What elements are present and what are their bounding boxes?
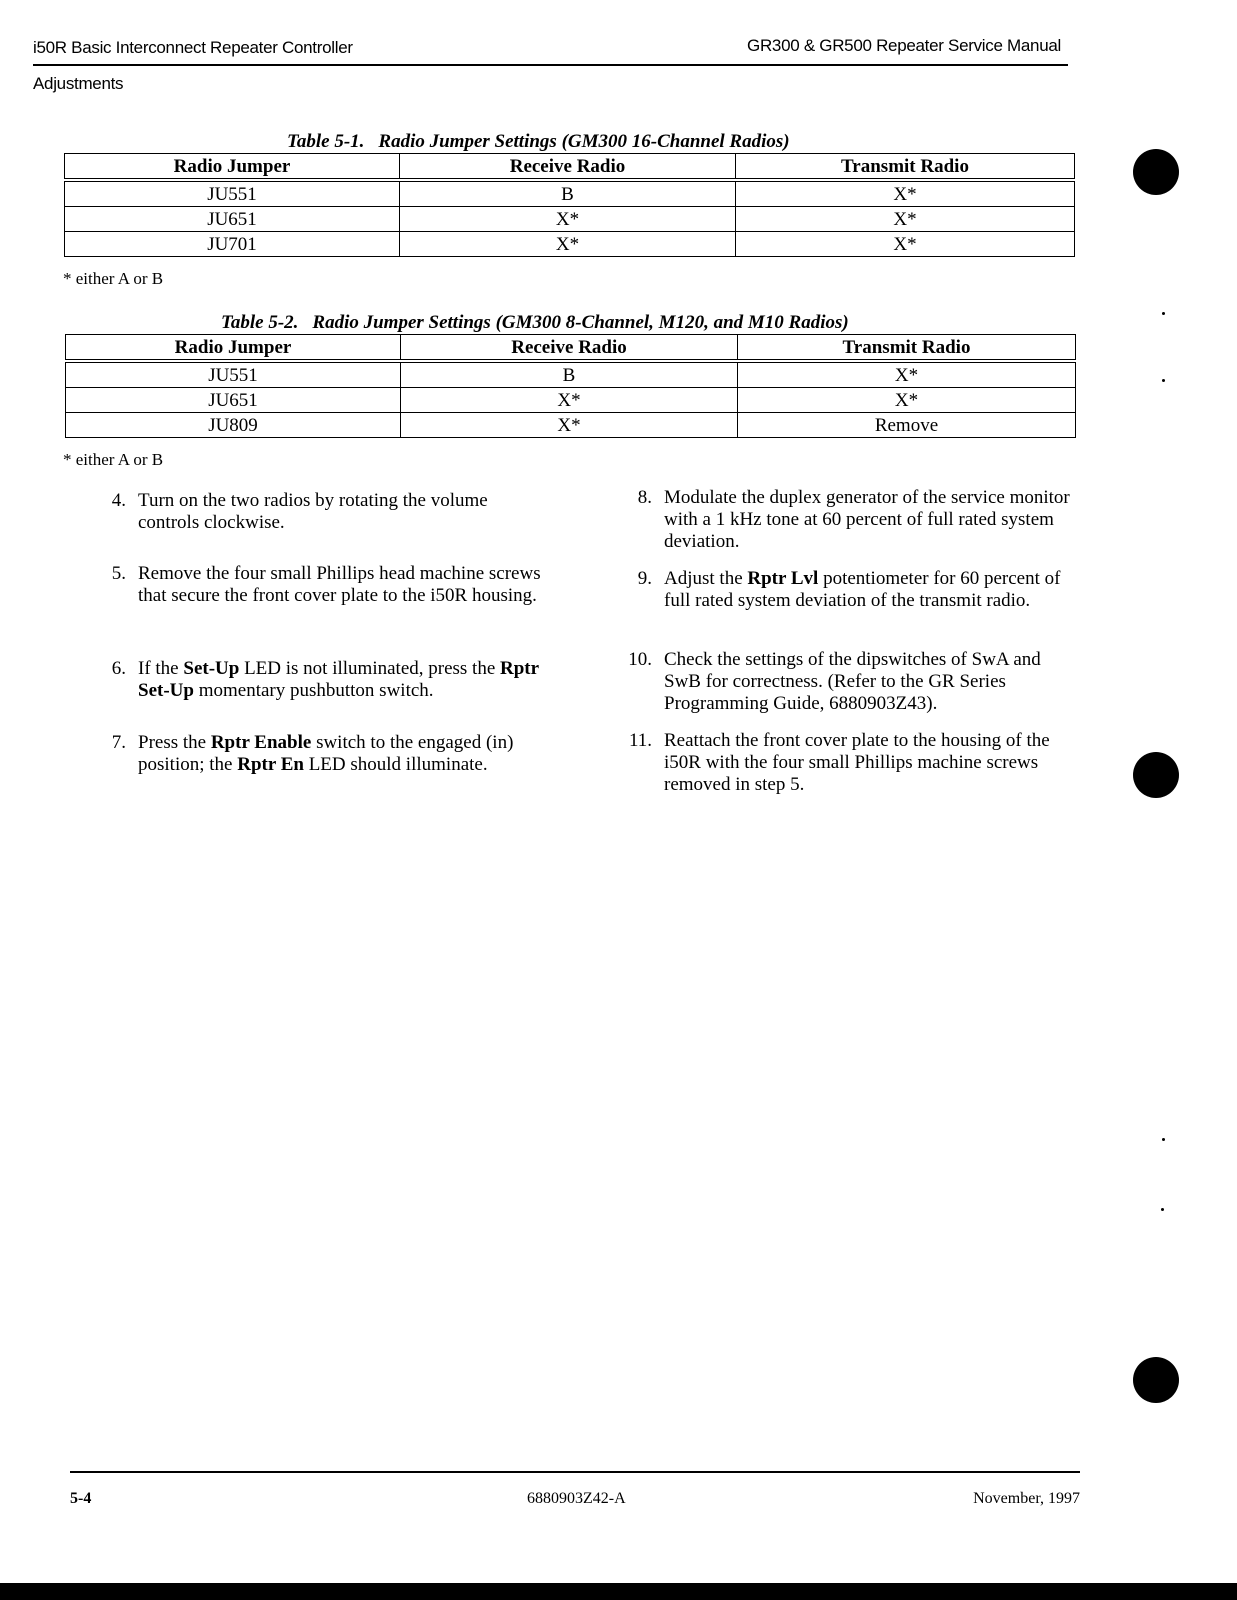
- step-number: 6.: [111, 658, 126, 679]
- table1-header-row: [65, 154, 1075, 181]
- table2: [65, 334, 1076, 438]
- page-number: 5-4: [70, 1490, 92, 1507]
- table2-footnote: * either A or B: [63, 450, 164, 469]
- table-row: [65, 207, 1075, 232]
- footer-rule: [70, 1471, 1080, 1473]
- scan-speck: [1162, 312, 1165, 315]
- table-row: [66, 361, 1076, 388]
- table-cell: B: [401, 361, 738, 388]
- header-rule: [33, 64, 1068, 66]
- scan-speck: [1162, 1138, 1165, 1141]
- scan-bottom-edge: [0, 1583, 1237, 1600]
- table1-footnote: * either A or B: [63, 269, 164, 288]
- step-text: If the Set-Up LED is not illuminated, press the Rptr Set-Up momentary pushbutton switch.: [138, 658, 539, 701]
- table-cell: X*: [736, 207, 1075, 232]
- scan-speck: [1162, 379, 1165, 382]
- table2-col-transmit-radio: Transmit Radio: [738, 335, 1076, 362]
- table2-header-row: [66, 335, 1076, 362]
- step-text: Press the Rptr Enable switch to the engaged (in) position; the Rptr En LED should illuminate.: [138, 732, 514, 775]
- rptr-en-label: Rptr En: [237, 754, 304, 775]
- table-cell: JU551: [66, 361, 401, 388]
- step-number: 8.: [637, 487, 652, 508]
- step-number: 7.: [111, 732, 126, 753]
- table-cell: JU551: [65, 180, 400, 207]
- step-number: 11.: [628, 730, 652, 751]
- table1-caption: [287, 131, 790, 153]
- table-cell: B: [400, 180, 736, 207]
- table-cell: X*: [400, 207, 736, 232]
- table1-col-radio-jumper: Radio Jumper: [65, 154, 400, 181]
- table-cell: X*: [738, 361, 1076, 388]
- rptr-lvl-label: Rptr Lvl: [747, 568, 819, 589]
- binder-hole-bottom: [1133, 1357, 1179, 1403]
- table-cell: JU651: [65, 207, 400, 232]
- table-cell: X*: [738, 388, 1076, 413]
- table1-col-transmit-radio: Transmit Radio: [736, 154, 1075, 181]
- table-row: [66, 388, 1076, 413]
- running-header-manual: GR300 & GR500 Repeater Service Manual: [747, 36, 1061, 55]
- table-cell: JU651: [66, 388, 401, 413]
- table-cell: JU701: [65, 232, 400, 257]
- table2-caption: [221, 312, 849, 334]
- table1-number: Table 5-1.: [287, 131, 365, 152]
- step-text: Adjust the Rptr Lvl potentiometer for 60 percent of full rated system deviation of the transmit radio.: [664, 568, 1061, 611]
- publication-date: November, 1997: [973, 1490, 1080, 1507]
- binder-hole-middle: [1133, 752, 1179, 798]
- binder-hole-top: [1133, 149, 1179, 195]
- table-cell: X*: [400, 232, 736, 257]
- table-cell: JU809: [66, 413, 401, 438]
- table-row: [66, 413, 1076, 438]
- step-text: Remove the four small Phillips head machine screws that secure the front cover plate to the i50R housing.: [138, 563, 541, 606]
- table1: [64, 153, 1075, 257]
- table-row: [65, 232, 1075, 257]
- section-name: Adjustments: [33, 74, 124, 93]
- document-number: 6880903Z42-A: [527, 1490, 626, 1507]
- rptr-enable-label: Rptr Enable: [210, 732, 312, 753]
- step-number: 5.: [111, 563, 126, 584]
- step-text: Reattach the front cover plate to the housing of the i50R with the four small Phillips machine screws removed in step 5.: [664, 730, 1050, 795]
- table2-title: Radio Jumper Settings (GM300 8-Channel, M120, and M10 Radios): [312, 312, 849, 333]
- table-cell: X*: [401, 388, 738, 413]
- table-cell: X*: [736, 232, 1075, 257]
- table-cell: Remove: [738, 413, 1076, 438]
- set-up-led-label: Set-Up: [183, 658, 240, 679]
- table2-number: Table 5-2.: [221, 312, 299, 333]
- step-text: Turn on the two radios by rotating the volume controls clockwise.: [138, 490, 488, 533]
- step-number: 10.: [628, 649, 652, 670]
- step-text: Check the settings of the dipswitches of SwA and SwB for correctness. (Refer to the GR Series Programming Guide, 6880903Z43).: [664, 649, 1041, 714]
- table1-title: Radio Jumper Settings (GM300 16-Channel Radios): [378, 131, 790, 152]
- step-number: 9.: [637, 568, 652, 589]
- table-cell: X*: [736, 180, 1075, 207]
- step-number: 4.: [111, 490, 126, 511]
- table1-col-receive-radio: Receive Radio: [400, 154, 736, 181]
- running-header-title: i50R Basic Interconnect Repeater Controller: [33, 38, 353, 57]
- step-text: Modulate the duplex generator of the service monitor with a 1 kHz tone at 60 percent of full rated system deviation.: [664, 487, 1070, 552]
- table-row: [65, 180, 1075, 207]
- scan-speck: [1161, 1208, 1164, 1211]
- table-cell: X*: [401, 413, 738, 438]
- rptr-set-up-label: Rptr Set-Up: [138, 658, 539, 701]
- table2-col-receive-radio: Receive Radio: [401, 335, 738, 362]
- table2-col-radio-jumper: Radio Jumper: [66, 335, 401, 362]
